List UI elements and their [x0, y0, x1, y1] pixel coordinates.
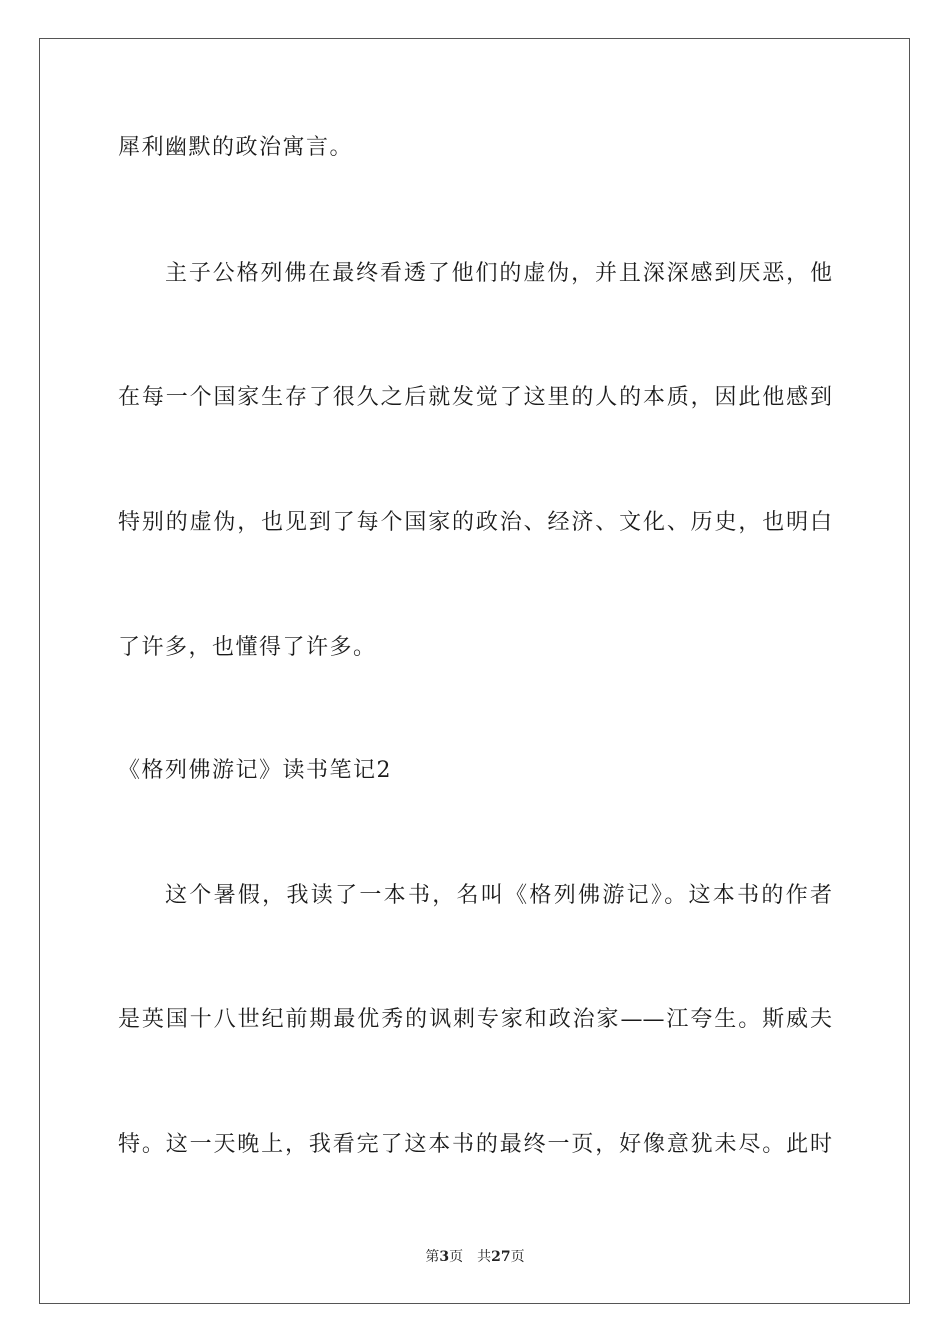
text-line-9: 特。这一天晚上，我看完了这本书的最终一页，好像意犹未尽。此时: [118, 1132, 832, 1157]
page-suffix: 页: [449, 1249, 464, 1265]
text-line-4: 特别的虚伪，也见到了每个国家的政治、经济、文化、历史，也明白: [118, 510, 832, 535]
text-line-5: 了许多，也懂得了许多。: [118, 635, 377, 660]
section-heading: 《格列佛游记》读书笔记2: [118, 758, 392, 783]
text-line-1: 犀利幽默的政治寓言。: [118, 135, 354, 160]
text-line-3: 在每一个国家生存了很久之后就发觉了这里的人的本质，因此他感到: [118, 385, 832, 410]
text-line-8: 是英国十八世纪前期最优秀的讽刺专家和政治家——江夸生。斯威夫: [118, 1007, 832, 1032]
total-pages: 27: [491, 1249, 511, 1265]
total-suffix: 页: [510, 1249, 525, 1265]
page-number: 3: [439, 1249, 450, 1265]
text-line-2: 主子公格列佛在最终看透了他们的虚伪，并且深深感到厌恶，他: [165, 261, 832, 286]
total-prefix: 共: [477, 1249, 492, 1265]
page-prefix: 第: [425, 1249, 440, 1265]
text-line-7: 这个暑假，我读了一本书，名叫《格列佛游记》。这本书的作者: [165, 883, 832, 908]
page-footer: [0, 1248, 950, 1266]
page-frame: [39, 38, 910, 1304]
